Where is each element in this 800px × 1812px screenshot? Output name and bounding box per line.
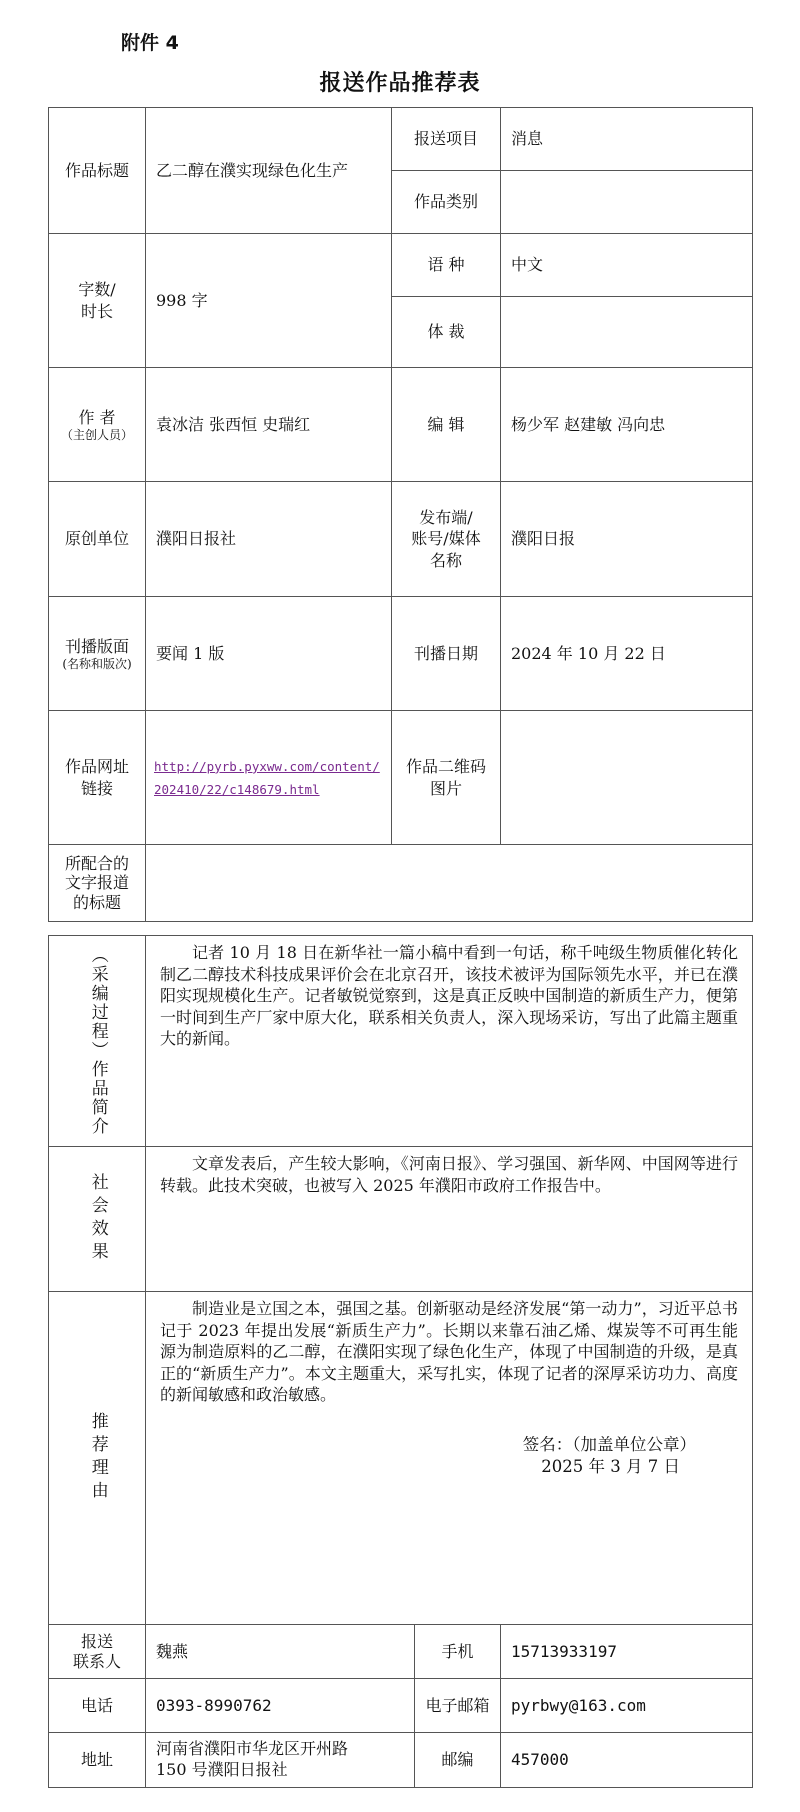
reason-cell bbox=[146, 1292, 753, 1625]
publisher-label bbox=[392, 482, 501, 597]
reason-label-text: 推荐理由 bbox=[87, 1412, 108, 1504]
process-label bbox=[49, 936, 146, 1147]
category-value bbox=[501, 171, 753, 234]
authors-value: 袁冰洁 张西恒 史瑞红 bbox=[146, 368, 392, 482]
length-value: 998 字 bbox=[146, 234, 392, 368]
work-title-label: 作品标题 bbox=[49, 108, 146, 234]
process-label-text: （采编过程）作品简介 bbox=[87, 946, 108, 1136]
editors-value: 杨少军 赵建敏 冯向忠 bbox=[501, 368, 753, 482]
unit-value: 濮阳日报社 bbox=[146, 482, 392, 597]
url-label-line2: 链接 bbox=[80, 778, 113, 798]
qr-label-line2: 图片 bbox=[429, 778, 462, 798]
page-value: 要闻 1 版 bbox=[146, 597, 392, 711]
signature-line: 签名：（加盖单位公章） bbox=[522, 1434, 696, 1454]
page-label bbox=[49, 597, 146, 711]
date-label: 刊播日期 bbox=[392, 597, 501, 711]
genre-label: 体 裁 bbox=[392, 297, 501, 368]
effect-text: 文章发表后，产生较大影响，《河南日报》、学习强国、新华网、中国网等进行转载。此技术突破，也被写入 2025 年濮阳市政府工作报告中。 bbox=[146, 1147, 753, 1292]
publisher-label-line2: 账号/媒体 bbox=[411, 529, 481, 549]
details-table bbox=[48, 935, 753, 1788]
length-label-line1: 字数/ bbox=[78, 279, 116, 299]
author-label-main: 作 者 bbox=[78, 407, 116, 427]
qr-label bbox=[392, 711, 501, 845]
author-label-sub: （主创人员） bbox=[60, 428, 133, 443]
qr-label-line1: 作品二维码 bbox=[405, 756, 486, 776]
url-label bbox=[49, 711, 146, 845]
sign-date: 2025 年 3 月 7 日 bbox=[541, 1457, 680, 1477]
unit-label: 原创单位 bbox=[49, 482, 146, 597]
mobile-value: 15713933197 bbox=[501, 1625, 753, 1679]
language-value: 中文 bbox=[501, 234, 753, 297]
publisher-label-line3: 名称 bbox=[429, 550, 462, 570]
contact-person-label-line2: 联系人 bbox=[72, 1651, 121, 1671]
process-text: 记者 10 月 18 日在新华社一篇小稿中看到一句话，称千吨级生物质催化转化制乙二醇技术科技成果评价会在北京召开，该技术被评为国际领先水平，并已在濮阳实现规模化生产。记者敏锐觉察到，这是真正反映中国制造的新质生产力，便第一时间到生产厂家中原大化，联系相关负责人，深入现场采访，写出了此篇主题重大的新闻。 bbox=[146, 936, 753, 1147]
email-value: pyrbwy@163.com bbox=[501, 1679, 753, 1733]
related-label bbox=[49, 845, 146, 922]
publisher-label-line1: 发布端/ bbox=[419, 507, 473, 527]
postcode-label: 邮编 bbox=[415, 1733, 501, 1788]
contact-person-value: 魏燕 bbox=[146, 1625, 415, 1679]
postcode-value: 457000 bbox=[501, 1733, 753, 1788]
category-label: 作品类别 bbox=[392, 171, 501, 234]
author-label bbox=[49, 368, 146, 482]
form-title: 报送作品推荐表 bbox=[319, 71, 481, 96]
publisher-value: 濮阳日报 bbox=[501, 482, 753, 597]
page-label-main: 刊播版面 bbox=[64, 636, 129, 656]
info-table bbox=[48, 107, 753, 922]
related-label-line3: 的标题 bbox=[72, 892, 121, 912]
address-line1: 河南省濮阳市华龙区开州路 bbox=[156, 1739, 349, 1759]
length-label bbox=[49, 234, 146, 368]
date-value: 2024 年 10 月 22 日 bbox=[501, 597, 753, 711]
address-value bbox=[146, 1733, 415, 1788]
related-label-line1: 所配合的 bbox=[64, 854, 129, 874]
address-label: 地址 bbox=[49, 1733, 146, 1788]
reason-label bbox=[49, 1292, 146, 1625]
phone-value: 0393-8990762 bbox=[146, 1679, 415, 1733]
work-title-value: 乙二醇在濮实现绿色化生产 bbox=[146, 108, 392, 234]
project-value: 消息 bbox=[501, 108, 753, 171]
language-label: 语 种 bbox=[392, 234, 501, 297]
url-label-line1: 作品网址 bbox=[64, 756, 129, 776]
email-label: 电子邮箱 bbox=[415, 1679, 501, 1733]
editor-label: 编 辑 bbox=[392, 368, 501, 482]
reason-text: 制造业是立国之本，强国之基。创新驱动是经济发展“第一动力”，习近平总书记于 2023 年提出发展“新质生产力”。长期以来靠石油乙烯、煤炭等不可再生能源为制造原料的乙二醇，在濮阳实现了绿色化生产，体现了中国制造的升级，是真正的“新质生产力”。本文主题重大，采写扎实，体现了记者的深厚采访功力、高度的新闻敏感和政治敏感。 bbox=[160, 1299, 738, 1405]
effect-label-text: 社会效果 bbox=[87, 1173, 108, 1265]
mobile-label: 手机 bbox=[415, 1625, 501, 1679]
genre-value bbox=[501, 297, 753, 368]
work-url-link[interactable]: http://pyrb.pyxww.com/content/202410/22/c148679.html bbox=[154, 758, 380, 797]
contact-person-label-line1: 报送 bbox=[80, 1631, 113, 1651]
contact-person-label bbox=[49, 1625, 146, 1679]
address-line2: 150 号濮阳日报社 bbox=[156, 1760, 288, 1779]
attachment-label: 附件 4 bbox=[121, 32, 179, 54]
project-label: 报送项目 bbox=[392, 108, 501, 171]
page-label-sub: (名称和版次) bbox=[62, 657, 132, 672]
effect-label bbox=[49, 1147, 146, 1292]
related-label-line2: 文字报道 bbox=[64, 873, 129, 893]
length-label-line2: 时长 bbox=[80, 301, 113, 321]
related-value bbox=[146, 845, 753, 922]
qr-value bbox=[501, 711, 753, 845]
url-cell bbox=[146, 711, 392, 845]
phone-label: 电话 bbox=[49, 1679, 146, 1733]
